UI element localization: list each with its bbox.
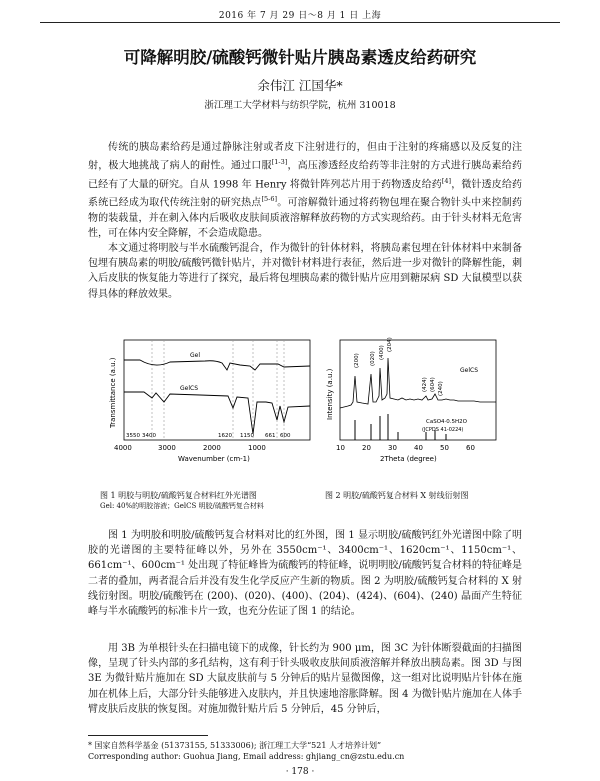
p1-text-b: ，高压渗透经皮给药等非注射的方式进行胰岛素给药已经有了大量的研究。自从 1998 年 Henry 将微针阵列芯片用于药物透皮给药 — [88, 160, 523, 191]
svg-text:1000: 1000 — [248, 444, 266, 452]
ir-peak-661: 661 — [265, 433, 276, 439]
xrd-ref-label-2: (JCPDS 41-0224) — [422, 427, 464, 433]
running-header: 2016 年 7 月 29 日～8 月 1 日 上海 — [218, 11, 382, 21]
xrd-peak-604: (604) — [430, 377, 436, 392]
ir-y-axis-label: Transmittance (a.u.) — [109, 357, 117, 428]
footnote-funding: * 国家自然科学基金 (51373155, 51333006); 浙江理工大学“521 人才培养计划” — [88, 741, 382, 750]
svg-text:10: 10 — [336, 444, 345, 452]
p1-text-d: 。可溶解微针通过将药物包埋在聚合物针头中来控制药物的装载量，并在刺入体内后吸收皮肤间质液溶解释放药物的方式实现给药。由于针头材料无危害性，可在体内安全降解，不会造成隐患。 — [88, 197, 523, 239]
paragraph-results: 图 1 为明胶和明胶/硫酸钙复合材料对比的红外图，图 1 显示明胶/硫酸钙红外光谱图中除了明胶的光谱图的主要特征峰以外，另外在 3550cm⁻¹、3400cm⁻¹、1620cm⁻¹、1150cm⁻¹、661cm⁻¹、600cm⁻¹ 处出现了特征峰皆为硫酸钙的特征峰，说明明胶/硫酸钙复合材料的特征峰是二者的叠加，两者混合后并没有发生化学反应产生新的物质。图 2 为明胶/硫酸钙复合材料的 X 射线衍射图。明胶/硫酸钙在 (200)、(020)、(400)、(204)、(424)、(604)、(240) 晶面产生特征峰与半水硫酸钙的标准卡片一致，也充分佐证了图 1 的结论。 — [88, 530, 522, 618]
ir-peak-guides — [152, 340, 284, 440]
xrd-peak-labels — [354, 337, 444, 396]
ir-peak-3400: 3400 — [142, 433, 156, 439]
ir-peak-600: 600 — [280, 433, 291, 439]
ir-x-ticks — [114, 444, 266, 452]
xrd-peak-020: (020) — [370, 351, 376, 366]
svg-text:3000: 3000 — [158, 444, 176, 452]
figure-1-caption: 图 1 明胶与明胶/硫酸钙复合材料红外光谱图 — [100, 491, 257, 500]
ir-label-gel: Gel — [190, 352, 201, 359]
ir-peak-1150: 1150 — [240, 433, 254, 439]
xrd-series-gelcs — [340, 358, 496, 408]
ir-spectrum-plot — [100, 336, 315, 478]
svg-text:40: 40 — [414, 444, 423, 452]
svg-text:4000: 4000 — [114, 444, 132, 452]
svg-text:20: 20 — [362, 444, 371, 452]
svg-text:2000: 2000 — [203, 444, 221, 452]
ir-peak-1620: 1620 — [218, 433, 232, 439]
svg-text:50: 50 — [440, 444, 449, 452]
xrd-peak-424: (424) — [422, 377, 428, 392]
citation-4: [4] — [441, 176, 452, 185]
ir-x-axis-label: Wavenumber (cm-1) — [178, 455, 250, 463]
ir-peak-3550: 3550 — [126, 433, 140, 439]
xrd-plot — [322, 336, 502, 478]
xrd-ref-label-1: CaSO4·0.5H2O — [426, 419, 467, 425]
p1-text-c: ，微针透皮给药系统已经成为取代传统注射的研究热点 — [88, 179, 522, 209]
svg-text:30: 30 — [388, 444, 397, 452]
figure-2-xrd-pattern — [322, 336, 502, 478]
ir-label-gelcs: GelCS — [180, 385, 199, 392]
footnote-corresponding: Corresponding author: Guohua Jiang, Email address: ghjiang_cn@zstu.edu.cn — [88, 752, 405, 761]
xrd-x-ticks — [336, 444, 475, 452]
xrd-peak-200: (200) — [354, 353, 360, 368]
figure-2-caption: 图 2 明胶/硫酸钙复合材料 X 射线衍射图 — [325, 491, 469, 500]
xrd-series-label: GelCS — [460, 367, 479, 374]
affiliation: 浙江理工大学材料与纺织学院，杭州 310018 — [204, 100, 396, 111]
xrd-peak-204: (204) — [387, 337, 393, 352]
paragraph-sem: 用 3B 为单根针头在扫描电镜下的成像，针长约为 900 μm，图 3C 为针体断裂截面的扫描图像，呈现了针头内部的多孔结构，这有利于针头吸收皮肤间质液溶解并释放出胰岛素。图 3D 与图 3E 为微针贴片施加在 SD 大鼠皮肤前与 5 分钟后的贴片显微图像，这一组对比说明贴片针体在施加在机体上后，大部分针头能够进入皮肤内，并且快速地溶胀降解。图 4 为微针贴片施加在人体手臂皮肤后皮肤的恢复图。对施加微针贴片后 5 分钟后，45 分钟后， — [88, 643, 522, 715]
figure-1-caption-note: Gel: 40%的明胶溶液；GelCS 明胶/硫酸钙复合材料 — [100, 502, 264, 510]
xrd-peak-240: (240) — [438, 381, 444, 396]
xrd-peak-400: (400) — [379, 345, 385, 360]
citation-5: [5-6] — [261, 195, 278, 204]
p1-text-a: 传统的胰岛素给药是通过静脉注射或者皮下注射进行的，但由于注射的疼痛感以及反复的注射，极大地挑战了病人的耐性。通过口服 — [88, 142, 522, 172]
paragraph-method: 本文通过将明胶与半水硫酸钙混合，作为微针的针体材料，将胰岛素包埋在针体材料中来制备包埋有胰岛素的明胶/硫酸钙微针贴片，并对微针材料进行表征，然后进一步对微针的降解性能，刺入后皮肤的恢复能力等进行了探究，最后将包埋胰岛素的微针贴片应用到糖尿病 SD 大鼠模型以获得具体的释放效果。 — [88, 243, 522, 300]
xrd-x-axis-label: 2Theta (degree) — [380, 455, 437, 463]
xrd-plot-frame — [340, 340, 496, 440]
xrd-y-axis-label: Intensity (a.u.) — [326, 368, 334, 420]
authors: 余伟江 江国华* — [257, 78, 343, 93]
paragraph-intro — [88, 140, 522, 241]
citation-1: [1-3] — [271, 158, 288, 167]
header-rule — [40, 22, 560, 23]
paper-title: 可降解明胶/硫酸钙微针贴片胰岛素透皮给药研究 — [123, 48, 477, 67]
svg-text:60: 60 — [466, 444, 475, 452]
figure-1-ir-spectrum — [100, 336, 315, 478]
page-number: · 178 · — [285, 767, 315, 777]
footnote-rule — [88, 735, 208, 736]
